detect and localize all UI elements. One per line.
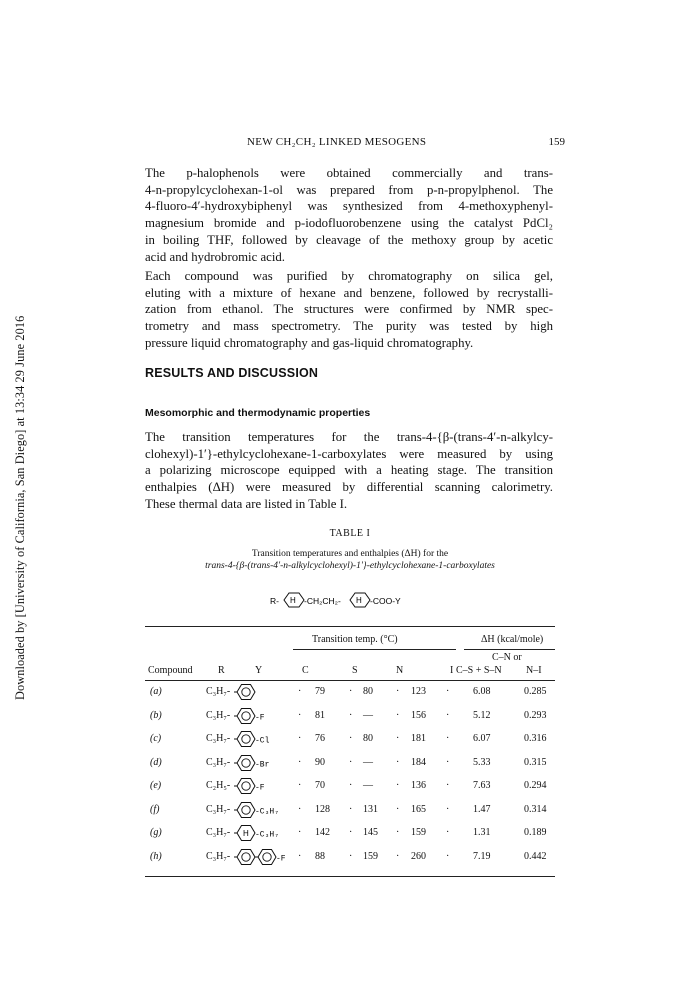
row-temp-cs: 90 — [315, 756, 325, 768]
table-caption-line2: trans-4-{β-(trans-4′-n-alkylcyclohexyl)-1′}-ethylcyclohexane-1-carboxylates — [205, 561, 495, 571]
row-dot-c: · — [298, 709, 302, 721]
row-temp-cs: 88 — [315, 850, 325, 862]
row-r-group: C₃H₇- — [206, 827, 231, 838]
row-y-structure — [234, 777, 296, 795]
paragraph2-line: eluting with a mixture of hexane and benzene, followed by recrystalli- — [145, 285, 553, 300]
general-structure-formula — [270, 588, 430, 612]
structure-ring2-label: H — [356, 596, 362, 605]
row-compound-id: (c) — [150, 733, 162, 744]
section-heading-results: RESULTS AND DISCUSSION — [145, 366, 319, 380]
row-dot-i: · — [446, 733, 450, 744]
row-temp-ni: 181 — [411, 733, 426, 744]
row-dh-ni: 0.442 — [524, 850, 547, 862]
table-bottom-rule — [145, 876, 555, 877]
row-dot-c: · — [298, 756, 302, 768]
row-dot-i: · — [446, 686, 450, 697]
row-dot-s: · — [349, 709, 353, 721]
benzene-ring — [237, 708, 255, 723]
row-y-substituent: -Br — [255, 760, 270, 769]
benzene-ring — [258, 849, 276, 864]
row-temp-ni: 156 — [411, 709, 426, 721]
group-header-transition: Transition temp. (°C) — [312, 634, 398, 645]
row-dh-cs: 6.07 — [473, 733, 491, 744]
row-temp-ni: 184 — [411, 756, 426, 768]
row-dh-cs: 5.33 — [473, 756, 491, 768]
row-dot-c: · — [298, 780, 302, 791]
row-temp-cs: 76 — [315, 733, 325, 744]
row-temp-sn: — — [363, 756, 373, 768]
row-dh-ni: 0.189 — [524, 827, 547, 838]
header-n: N — [396, 665, 404, 676]
row-dot-c: · — [298, 803, 302, 815]
row-dot-n: · — [396, 780, 400, 791]
row-dot-c: · — [298, 827, 302, 838]
row-temp-sn: 131 — [363, 803, 378, 815]
paragraph1-line: magnesium bromide and p-iodofluorobenzene using the catalyst PdCl₂ — [145, 216, 553, 231]
paragraph2-line: trometry and mass spectrometry. The purity was tested by high — [145, 319, 553, 334]
ring-label: H — [243, 829, 249, 838]
row-y-substituent: -F — [255, 713, 265, 722]
row-dot-n: · — [396, 850, 400, 862]
running-head-title: NEW CH₂CH₂ LINKED MESOGENS — [247, 136, 427, 148]
row-dot-c: · — [298, 733, 302, 744]
row-r-group: C₃H₇- — [206, 756, 231, 768]
row-dot-i: · — [446, 827, 450, 838]
row-dot-i: · — [446, 709, 450, 721]
paragraph-purification — [145, 268, 553, 352]
row-compound-id: (b) — [150, 709, 162, 721]
row-dot-i: · — [446, 850, 450, 862]
table-top-rule — [145, 626, 555, 627]
paragraph-transition — [145, 429, 553, 513]
row-y-structure — [234, 801, 296, 819]
header-ni: N–I — [526, 665, 542, 676]
row-dh-cs: 7.63 — [473, 780, 491, 791]
benzene-ring — [237, 732, 255, 747]
row-dh-cs: 1.31 — [473, 827, 491, 838]
benzene-ring — [237, 685, 255, 700]
row-compound-id: (h) — [150, 850, 162, 862]
row-r-group: C₃H₇- — [206, 709, 231, 721]
paragraph2-line: Each compound was purified by chromatography on silica gel, — [145, 269, 553, 283]
aromatic-circle — [242, 711, 250, 719]
row-temp-ni: 165 — [411, 803, 426, 815]
paragraph3-line: enthalpies (ΔH) were measured by differential scanning calorimetry. — [145, 480, 553, 495]
aromatic-circle — [242, 758, 250, 766]
header-cs-sn: C–S + S–N — [456, 665, 502, 676]
row-temp-sn: 80 — [363, 686, 373, 697]
row-dot-s: · — [349, 733, 353, 744]
row-temp-ni: 159 — [411, 827, 426, 838]
paragraph3-line: The transition temperatures for the trans-4-{β-(trans-4′-n-alkylcy- — [145, 430, 553, 444]
row-y-structure — [234, 683, 296, 701]
row-dh-cs: 7.19 — [473, 850, 491, 862]
aromatic-circle — [242, 805, 250, 813]
row-dh-cs: 1.47 — [473, 803, 491, 815]
transition-group-rule — [293, 649, 456, 650]
row-dot-n: · — [396, 709, 400, 721]
row-y-structure — [234, 824, 296, 842]
paragraph2-line: pressure liquid chromatography and gas-liquid chromatography. — [145, 335, 474, 350]
page-number: 159 — [548, 136, 565, 148]
paragraph1-line: The p-halophenols were obtained commercially and trans- — [145, 166, 553, 180]
row-y-structure — [234, 707, 296, 725]
row-temp-sn: — — [363, 709, 373, 721]
row-y-substituent: -F — [255, 783, 265, 793]
row-y-structure — [234, 848, 296, 866]
benzene-ring — [237, 802, 255, 817]
row-dh-ni: 0.315 — [524, 756, 547, 768]
header-y: Y — [255, 665, 263, 676]
paragraph3-line: These thermal data are listed in Table I. — [145, 496, 348, 511]
row-y-substituent: -Cl — [255, 736, 270, 746]
header-i: I — [450, 665, 454, 676]
row-dot-i: · — [446, 803, 450, 815]
row-temp-cs: 81 — [315, 709, 325, 721]
row-dh-cs: 6.08 — [473, 686, 491, 697]
row-dh-ni: 0.316 — [524, 733, 547, 744]
row-compound-id: (f) — [150, 803, 160, 815]
header-s: S — [352, 665, 358, 676]
download-watermark-text: Downloaded by [University of California, San Diego] at 13:34 29 June 2016 — [13, 315, 27, 700]
row-dot-n: · — [396, 827, 400, 838]
benzene-ring — [237, 779, 255, 794]
paragraph2-line: zation from ethanol. The structures were confirmed by NMR spec- — [145, 302, 553, 317]
row-temp-ni: 123 — [411, 686, 426, 697]
row-temp-cs: 70 — [315, 780, 325, 791]
aromatic-circle — [242, 782, 250, 790]
row-y-structure — [234, 730, 296, 748]
download-watermark — [3, 296, 27, 700]
row-dot-i: · — [446, 780, 450, 791]
enthalpy-group-rule — [464, 649, 555, 650]
row-temp-ni: 136 — [411, 780, 426, 791]
row-dot-s: · — [349, 686, 353, 697]
aromatic-circle — [242, 852, 250, 860]
row-temp-ni: 260 — [411, 850, 426, 862]
row-dot-n: · — [396, 733, 400, 744]
header-cn-or: C–N or — [492, 652, 522, 663]
row-dot-s: · — [349, 827, 353, 838]
benzene-ring — [237, 849, 255, 864]
row-dh-ni: 0.293 — [524, 709, 547, 721]
row-dot-i: · — [446, 756, 450, 768]
row-temp-cs: 79 — [315, 686, 325, 697]
aromatic-circle — [242, 735, 250, 743]
header-r: R — [218, 665, 225, 676]
row-dot-c: · — [298, 686, 302, 697]
running-head — [145, 136, 565, 152]
row-r-group: C₂H₅- — [206, 780, 231, 791]
structure-linker: -CH₂CH₂- — [304, 596, 341, 606]
paragraph3-line: clohexyl)-1′}-ethylcyclohexane-1-carboxylates were measured by using — [145, 446, 553, 461]
row-r-group: C₃H₇- — [206, 803, 231, 815]
subsection-heading-mesomorphic: Mesomorphic and thermodynamic properties — [145, 407, 371, 419]
paragraph1-line: in boiling THF, followed by cleavage of the methoxy group by acetic — [145, 232, 553, 247]
row-temp-cs: 142 — [315, 827, 330, 838]
row-temp-sn: 145 — [363, 827, 378, 838]
row-dot-n: · — [396, 756, 400, 768]
row-compound-id: (g) — [150, 827, 162, 838]
row-r-group: C₃H₇- — [206, 686, 231, 697]
row-dot-n: · — [396, 686, 400, 697]
row-dot-s: · — [349, 756, 353, 768]
row-dh-ni: 0.314 — [524, 803, 547, 815]
row-dh-cs: 5.12 — [473, 709, 491, 721]
row-y-structure — [234, 754, 296, 772]
row-dot-s: · — [349, 850, 353, 862]
paragraph1-line: acid and hydrobromic acid. — [145, 249, 286, 264]
paragraph-materials — [145, 165, 553, 265]
row-r-group: C₃H₇- — [206, 850, 231, 862]
row-compound-id: (e) — [150, 780, 162, 791]
header-compound: Compound — [148, 665, 193, 676]
aromatic-circle — [242, 688, 250, 696]
row-temp-sn: 80 — [363, 733, 373, 744]
structure-tail: -COO-Y — [370, 596, 401, 606]
row-compound-id: (d) — [150, 756, 162, 768]
paragraph1-line: 4-n-propylcyclohexan-1-ol was prepared from p-n-propylphenol. The — [145, 182, 553, 197]
row-temp-cs: 128 — [315, 803, 330, 815]
table-caption-line1: Transition temperatures and enthalpies (ΔH) for the — [251, 549, 449, 559]
row-dh-ni: 0.294 — [524, 780, 547, 791]
row-dot-s: · — [349, 780, 353, 791]
table-header-rule — [145, 680, 555, 681]
paragraph3-line: a polarizing microscope equipped with a heating stage. The transition — [145, 463, 553, 478]
benzene-ring — [237, 755, 255, 770]
row-dh-ni: 0.285 — [524, 686, 547, 697]
structure-ring1-label: H — [290, 596, 296, 605]
row-y-substituent: -C₃H₇ — [255, 830, 280, 840]
row-temp-sn: 159 — [363, 850, 378, 862]
row-dot-n: · — [396, 803, 400, 815]
row-y-substituent: -C₃H₇ — [255, 807, 280, 816]
row-temp-sn: — — [363, 780, 373, 791]
structure-r: R- — [270, 596, 279, 606]
row-compound-id: (a) — [150, 686, 162, 697]
header-c: C — [302, 665, 309, 676]
aromatic-circle — [263, 852, 271, 860]
row-r-group: C₃H₇- — [206, 733, 231, 744]
group-header-enthalpy: ΔH (kcal/mole) — [481, 634, 544, 645]
paragraph1-line: 4-fluoro-4′-hydroxybiphenyl was synthesized from 4-methoxyphenyl- — [145, 199, 553, 214]
row-y-substituent: -F — [276, 854, 286, 863]
table-label: TABLE I — [329, 528, 371, 539]
row-dot-s: · — [349, 803, 353, 815]
row-dot-c: · — [298, 850, 302, 862]
